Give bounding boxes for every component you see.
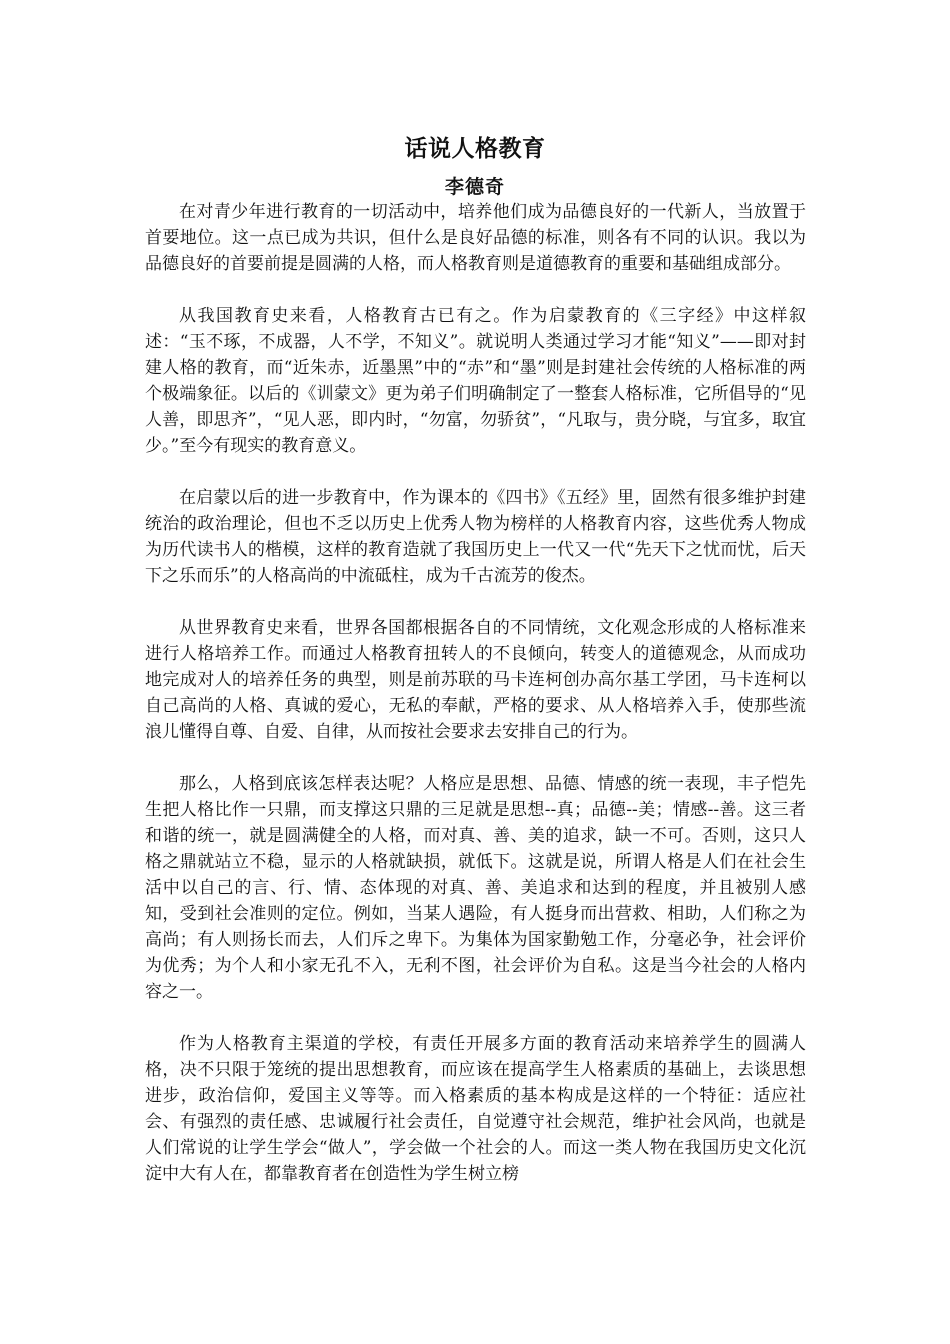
paragraph-1: 在对青少年进行教育的一切活动中，培养他们成为品德良好的一代新人，当放置于首要地位。这一点已成为共识，但什么是良好品德的标准，则各有不同的认识。我以为品德良好的首要前提是圆满的人格，而人格教育则是道德教育的重要和基础组成部分。 bbox=[145, 202, 806, 274]
document-author: 李德奇 bbox=[444, 176, 505, 198]
document-body bbox=[145, 199, 806, 1213]
paragraph-2: 从我国教育史来看，人格教育古已有之。作为启蒙教育的《三字经》中这样叙述：“玉不琢，不成器，人不学，不知义”。就说明人类通过学习才能“知义”——即对封建人格的教育，而“近朱赤，近墨黑”中的“赤”和“墨”则是封建社会传统的人格标准的两个极端象征。以后的《训蒙文》更为弟子们明确制定了一整套人格标准，它所倡导的“见人善，即思齐”，“见人恶，即内时，“勿富，勿骄贫”，“凡取与，贵分晓，与宜多，取宜少。”至今有现实的教育意义。 bbox=[145, 306, 806, 456]
paragraph-5: 那么，人格到底该怎样表达呢？人格应是思想、品德、情感的统一表现，丰子恺先生把人格比作一只鼎，而支撑这只鼎的三足就是思想--真；品德--美；情感--善。这三者和谐的统一，就是圆满健全的人格，而对真、善、美的追求，缺一不可。否则，这只人格之鼎就站立不稳，显示的人格就缺损，就低下。这就是说，所谓人格是人们在社会生活中以自己的言、行、情、态体现的对真、善、美追求和达到的程度，并且被别人感知，受到社会准则的定位。例如，当某人遇险，有人挺身而出营救、相助，人们称之为高尚；有人则扬长而去，人们斥之卑下。为集体为国家勤勉工作，分毫必争，社会评价为优秀；为个人和小家无孔不入，无利不图，社会评价为自私。这是当今社会的人格内容之一。 bbox=[145, 774, 806, 1002]
paragraph-6: 作为人格教育主渠道的学校，有责任开展多方面的教育活动来培养学生的圆满人格，决不只限于笼统的提出思想教育，而应该在提高学生人格素质的基础上，去谈思想进步，政治信仰，爱国主义等等。而入格素质的基本构成是这样的一个特征：适应社会、有强烈的责任感、忠诚履行社会责任，自觉遵守社会规范，维护社会风尚，也就是人们常说的让学生学会“做人”，学会做一个社会的人。而这一类人物在我国历史文化沉淀中大有人在，都靠教育者在创造性为学生树立榜 bbox=[145, 1034, 806, 1184]
paragraph-4: 从世界教育史来看，世界各国都根据各自的不同情统，文化观念形成的人格标准来进行人格培养工作。而通过人格教育扭转人的不良倾向，转变人的道德观念，从而成功地完成对人的培养任务的典型，则是前苏联的马卡连柯创办高尔基工学团，马卡连柯以自己高尚的人格、真诚的爱心，无私的奉献，严格的要求、从人格培养入手，使那些流浪儿懂得自尊、自爱、自律，从而按社会要求去安排自己的行为。 bbox=[145, 618, 806, 742]
paragraph-3: 在启蒙以后的进一步教育中，作为课本的《四书》《五经》里，固然有很多维护封建统治的政治理论，但也不乏以历史上优秀人物为榜样的人格教育内容，这些优秀人物成为历代读书人的楷模，这样的教育造就了我国历史上一代又一代“先天下之忧而忧，后天下之乐而乐”的人格高尚的中流砥柱，成为千古流芳的俊杰。 bbox=[145, 488, 806, 586]
document-title: 话说人格教育 bbox=[404, 136, 546, 162]
